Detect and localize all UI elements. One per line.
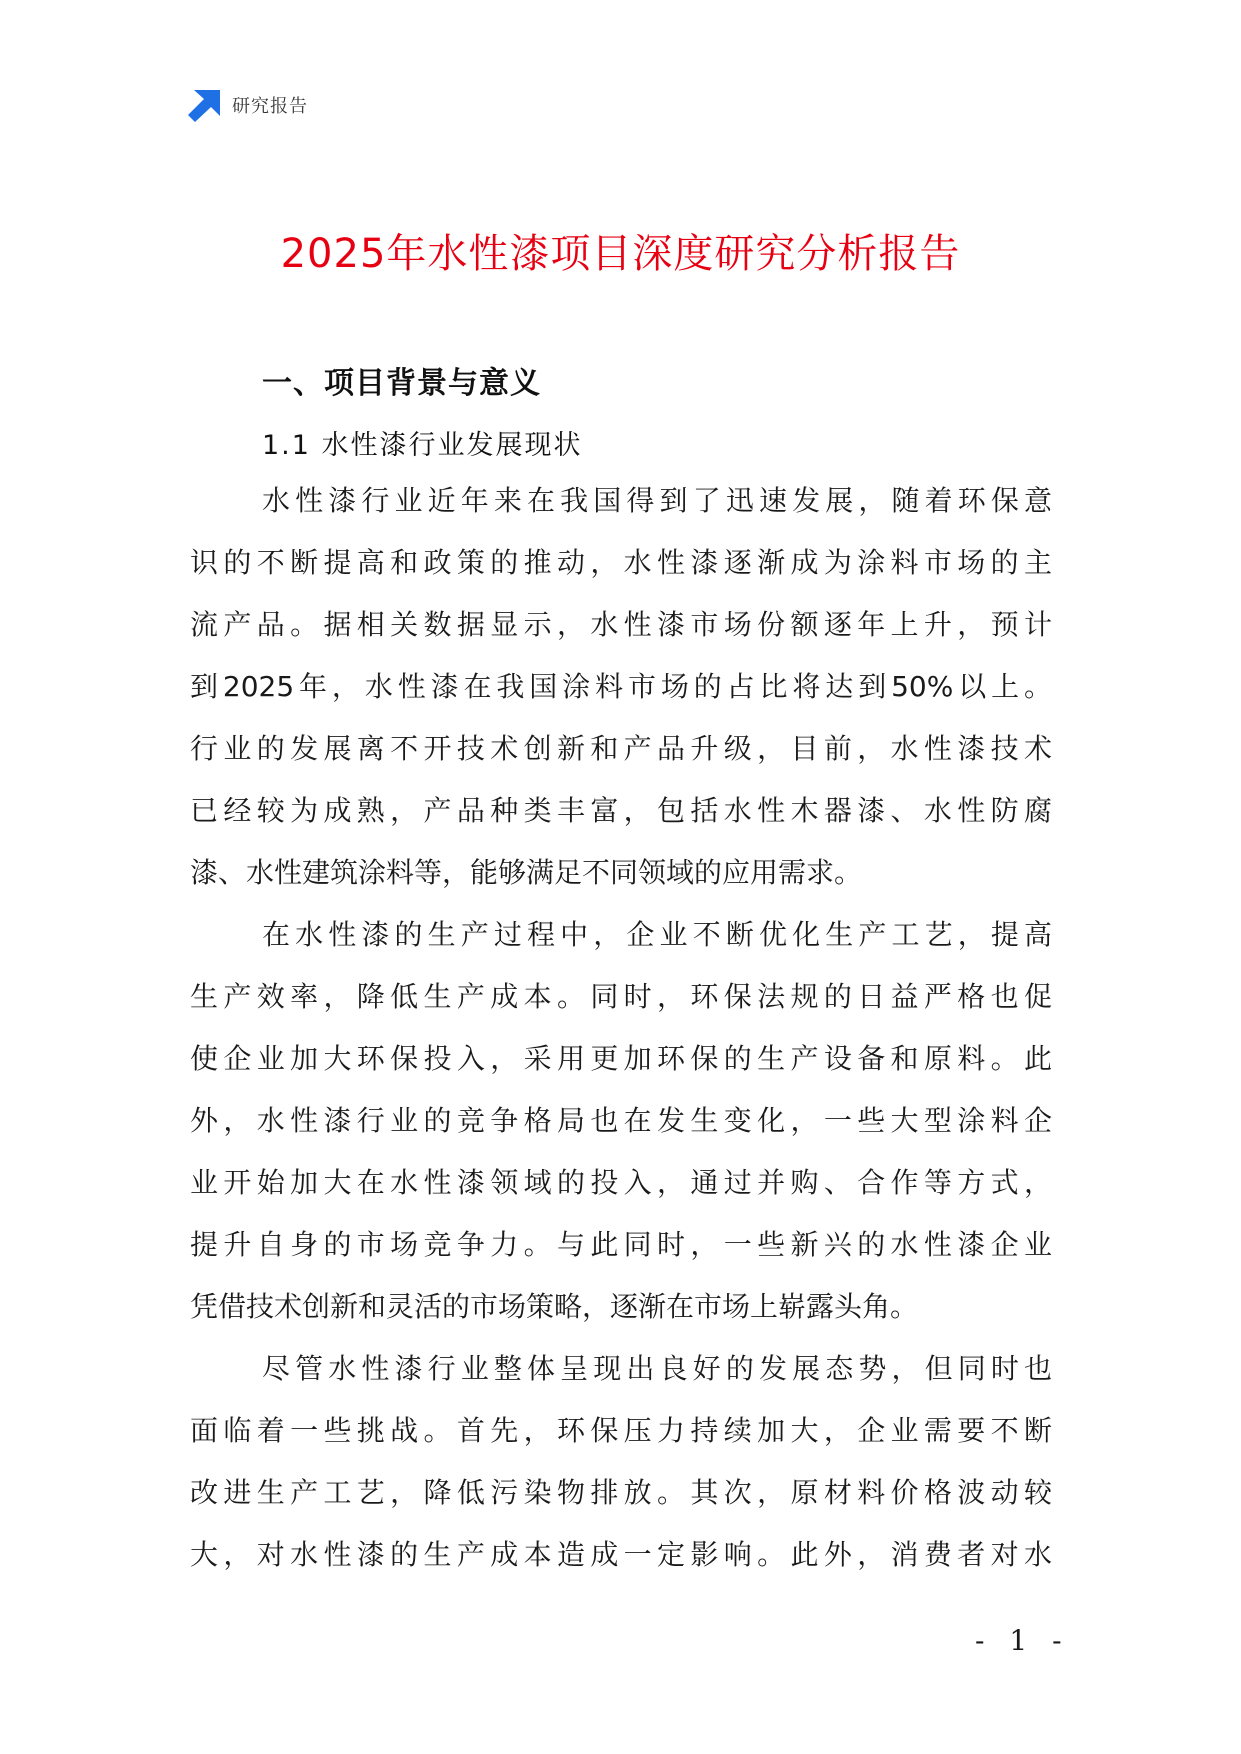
paragraph-line: 在水性漆的生产过程中，企业不断优化生产工艺，提高 xyxy=(262,918,1052,951)
paragraph-line: 业开始加大在水性漆领域的投入，通过并购、合作等方式， xyxy=(190,1166,1052,1199)
page-number: - 1 - xyxy=(975,1624,1070,1657)
paragraph-line: 行业的发展离不开技术创新和产品升级，目前，水性漆技术 xyxy=(190,732,1052,765)
paragraph-line: 外，水性漆行业的竞争格局也在发生变化，一些大型涂料企 xyxy=(190,1104,1052,1137)
paragraph-line: 面临着一些挑战。首先，环保压力持续加大，企业需要不断 xyxy=(190,1414,1052,1447)
paragraph-line: 尽管水性漆行业整体呈现出良好的发展态势，但同时也 xyxy=(262,1352,1052,1385)
paragraph-line: 到2025年，水性漆在我国涂料市场的占比将达到50%以上。 xyxy=(190,670,1052,703)
paragraph-line: 识的不断提高和政策的推动，水性漆逐渐成为涂料市场的主 xyxy=(190,546,1052,579)
subsection-heading: 1.1 水性漆行业发展现状 xyxy=(262,430,583,461)
paragraph-line: 凭借技术创新和灵活的市场策略，逐渐在市场上崭露头角。 xyxy=(190,1290,919,1323)
paragraph-line: 水性漆行业近年来在我国得到了迅速发展，随着环保意 xyxy=(262,484,1052,517)
header-label: 研究报告 xyxy=(232,96,308,117)
paragraph-line: 大，对水性漆的生产成本造成一定影响。此外，消费者对水 xyxy=(190,1538,1052,1571)
paragraph-line: 改进生产工艺，降低污染物排放。其次，原材料价格波动较 xyxy=(190,1476,1052,1509)
paragraph-line: 漆、水性建筑涂料等，能够满足不同领域的应用需求。 xyxy=(190,856,863,889)
arrow-up-right-icon xyxy=(188,88,222,122)
document-title: 2025年水性漆项目深度研究分析报告 xyxy=(280,231,961,277)
section-heading: 一、项目背景与意义 xyxy=(262,366,541,401)
report-header xyxy=(188,88,308,122)
paragraph-line: 已经较为成熟，产品种类丰富，包括水性木器漆、水性防腐 xyxy=(190,794,1052,827)
body-text xyxy=(190,470,1052,1586)
paragraph-line: 生产效率，降低生产成本。同时，环保法规的日益严格也促 xyxy=(190,980,1052,1013)
paragraph-line: 提升自身的市场竞争力。与此同时，一些新兴的水性漆企业 xyxy=(190,1228,1052,1261)
paragraph-line: 流产品。据相关数据显示，水性漆市场份额逐年上升，预计 xyxy=(190,608,1052,641)
paragraph-line: 使企业加大环保投入，采用更加环保的生产设备和原料。此 xyxy=(190,1042,1052,1075)
